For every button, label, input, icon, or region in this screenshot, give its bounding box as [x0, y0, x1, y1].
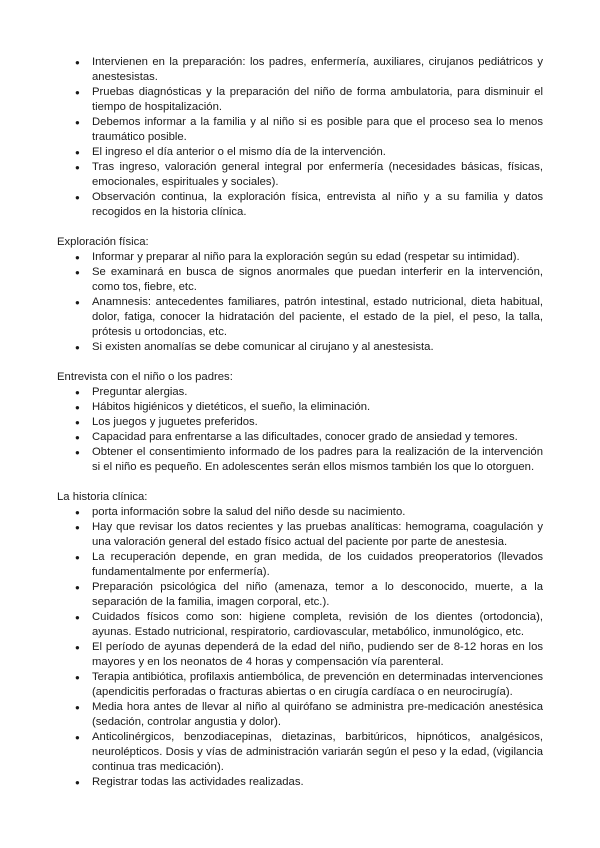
list-item: ● Preparación psicológica del niño (amenaza, temor a lo desconocido, muerte, a la separación de la familia, imagen corporal, etc.). [57, 580, 543, 610]
list-item: ● El período de ayunas dependerá de la edad del niño, pudiendo ser de 8-12 horas en los mayores y en los neonatos de 4 horas y compensación vía parenteral. [57, 640, 543, 670]
list-item: ● Media hora antes de llevar al niño al quirófano se administra pre-medicación anestésica (sedación, controlar angustia y dolor). [57, 700, 543, 730]
list-item: ● Tras ingreso, valoración general integral por enfermería (necesidades básicas, físicas, emocionales, espirituales y sociales). [57, 160, 543, 190]
list-item: ● Obtener el consentimiento informado de los padres para la realización de la intervención si el niño es pequeño. En adolescentes serán ellos mismos también los que lo otorguen. [57, 445, 543, 475]
list-item: ● Hábitos higiénicos y dietéticos, el sueño, la eliminación. [57, 400, 543, 415]
list-item: ● La recuperación depende, en gran medida, de los cuidados preoperatorios (llevados fundamentalmente por enfermería). [57, 550, 543, 580]
list-item: ● Registrar todas las actividades realizadas. [57, 775, 543, 790]
exploracion-list [57, 250, 543, 355]
list-item: ● Terapia antibiótica, profilaxis antiembólica, de prevención en determinadas intervenciones (apendicitis perforadas o fracturas abiertas o en cirugía cardíaca o en neurocirugía). [57, 670, 543, 700]
document-body [57, 55, 543, 790]
entrevista-list [57, 385, 543, 475]
list-item: ● El ingreso el día anterior o el mismo día de la intervención. [57, 145, 543, 160]
list-item: ● Pruebas diagnósticas y la preparación del niño de forma ambulatoria, para disminuir el tiempo de hospitalización. [57, 85, 543, 115]
historia-list [57, 505, 543, 790]
list-item: ● Intervienen en la preparación: los padres, enfermería, auxiliares, cirujanos pediátricos y anestesistas. [57, 55, 543, 85]
list-item: ● Debemos informar a la familia y al niño si es posible para que el proceso sea lo menos traumático posible. [57, 115, 543, 145]
exploracion-heading: Exploración física: [57, 236, 149, 248]
exploracion-section [57, 235, 543, 355]
list-item: ● Cuidados físicos como son: higiene completa, revisión de los dientes (ortodoncia), ayunas. Estado nutricional, respiratorio, cardiovascular, metabólico, inmunológico, etc. [57, 610, 543, 640]
historia-heading: La historia clínica: [57, 491, 148, 503]
list-item: ● Capacidad para enfrentarse a las dificultades, conocer grado de ansiedad y temores. [57, 430, 543, 445]
list-item: ● Observación continua, la exploración física, entrevista al niño y a su familia y datos recogidos en la historia clínica. [57, 190, 543, 220]
list-item: ● Anamnesis: antecedentes familiares, patrón intestinal, estado nutricional, dieta habitual, dolor, fatiga, conocer la hidratación del paciente, el estado de la piel, el peso, la talla, prótesis u ortodoncias, etc. [57, 295, 543, 340]
list-item: ● Hay que revisar los datos recientes y las pruebas analíticas: hemograma, coagulación y una valoración general del estado físico actual del paciente por parte de anestesia. [57, 520, 543, 550]
list-item: ● Preguntar alergias. [57, 385, 543, 400]
list-item: ● Los juegos y juguetes preferidos. [57, 415, 543, 430]
list-item: ● porta información sobre la salud del niño desde su nacimiento. [57, 505, 543, 520]
list-item: ● Si existen anomalías se debe comunicar al cirujano y al anestesista. [57, 340, 543, 355]
historia-section [57, 490, 543, 790]
entrevista-section [57, 370, 543, 475]
list-item: ● Se examinará en busca de signos anormales que puedan interferir en la intervención, como tos, fiebre, etc. [57, 265, 543, 295]
intro-list [57, 55, 543, 220]
list-item: ● Anticolinérgicos, benzodiacepinas, dietazinas, barbitúricos, hipnóticos, analgésicos, neurolépticos. Dosis y vías de administración variarán según el peso y la edad, (vigilancia continua tras medicación). [57, 730, 543, 775]
list-item: ● Informar y preparar al niño para la exploración según su edad (respetar su intimidad). [57, 250, 543, 265]
entrevista-heading: Entrevista con el niño o los padres: [57, 371, 233, 383]
